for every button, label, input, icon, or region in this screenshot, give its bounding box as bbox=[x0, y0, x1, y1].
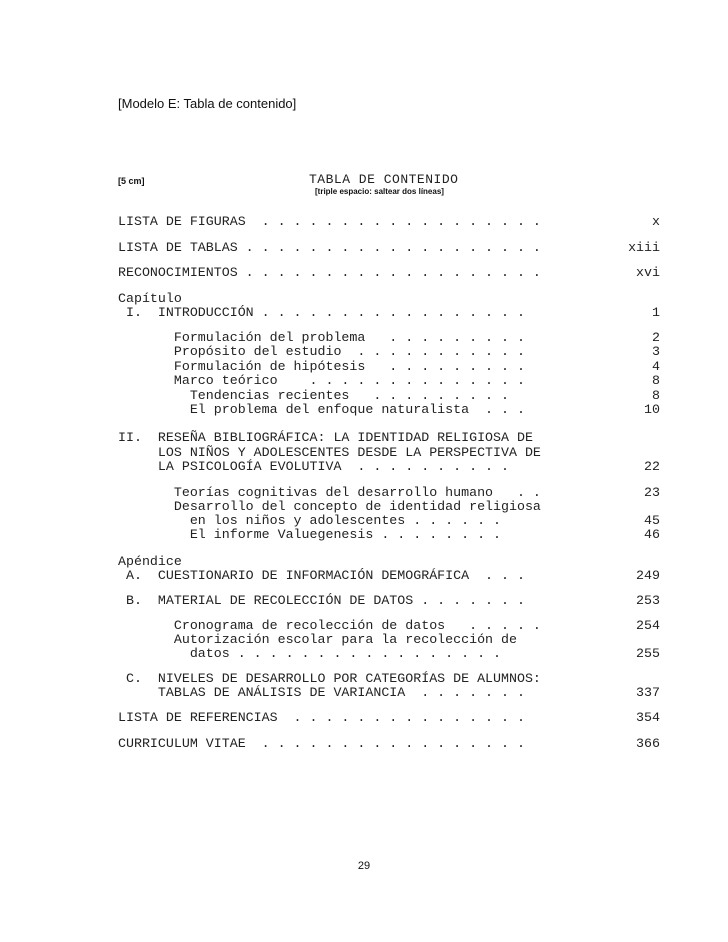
toc-entry bbox=[118, 373, 660, 389]
toc-entry-page: x bbox=[652, 214, 660, 229]
toc-title: TABLA DE CONTENIDO bbox=[309, 172, 459, 187]
toc-entry-page: xiii bbox=[628, 240, 660, 255]
toc-entry bbox=[118, 646, 660, 662]
toc-entry-page: 22 bbox=[644, 459, 660, 474]
toc-entry bbox=[118, 305, 660, 321]
toc-entry-text: Cronograma de recolección de datos . . . . . bbox=[118, 618, 541, 633]
toc-entry-page: 8 bbox=[652, 373, 660, 388]
toc-entry-page: 253 bbox=[636, 593, 660, 608]
toc-entry-text: Marco teórico . . . . . . . . . . . . . . bbox=[118, 373, 525, 388]
toc-entry-text: Autorización escolar para la recolección de bbox=[118, 632, 517, 647]
toc-entry-text: Capítulo bbox=[118, 291, 182, 306]
toc-entry-text: Desarrollo del concepto de identidad religiosa bbox=[118, 499, 541, 514]
toc-entry-text: LISTA DE REFERENCIAS . . . . . . . . . . . . . . . bbox=[118, 710, 525, 725]
toc-entry-text: en los niños y adolescentes . . . . . . bbox=[118, 513, 502, 528]
toc-entry-page: 366 bbox=[636, 736, 660, 751]
toc-entry-text: Teorías cognitivas del desarrollo humano . . bbox=[118, 485, 541, 500]
toc-entry bbox=[118, 402, 660, 418]
toc-entry-text: LA PSICOLOGÍA EVOLUTIVA . . . . . . . . . . bbox=[118, 459, 509, 474]
toc-entry-text: Formulación del problema . . . . . . . . . bbox=[118, 330, 525, 345]
toc-entry-text: datos . . . . . . . . . . . . . . . . . bbox=[118, 646, 502, 661]
toc-entry bbox=[118, 265, 660, 281]
toc-entry bbox=[118, 593, 660, 609]
toc-entry-text: B. MATERIAL DE RECOLECCIÓN DE DATOS . . . . . . . bbox=[118, 593, 525, 608]
toc-entry-page: 2 bbox=[652, 330, 660, 345]
toc-entry-page: 354 bbox=[636, 710, 660, 725]
toc-entry-text: Apéndice bbox=[118, 554, 182, 569]
toc-entry-page: 3 bbox=[652, 344, 660, 359]
toc-entry-text: I. INTRODUCCIÓN . . . . . . . . . . . . . . . . . bbox=[118, 305, 525, 320]
toc-entry-text: A. CUESTIONARIO DE INFORMACIÓN DEMOGRÁFICA . . . bbox=[118, 568, 525, 583]
toc-entry-text: II. RESEÑA BIBLIOGRÁFICA: LA IDENTIDAD RELIGIOSA DE bbox=[118, 430, 533, 445]
toc-entry-text: LOS NIÑOS Y ADOLESCENTES DESDE LA PERSPECTIVA DE bbox=[118, 445, 541, 460]
toc-entry bbox=[118, 736, 660, 752]
toc-entry-page: xvi bbox=[636, 265, 660, 280]
toc-entry-page: 337 bbox=[636, 685, 660, 700]
toc-entry-page: 249 bbox=[636, 568, 660, 583]
toc-entry bbox=[118, 214, 660, 230]
toc-entry-page: 10 bbox=[644, 402, 660, 417]
toc-entry-page: 1 bbox=[652, 305, 660, 320]
toc-entry-text: Formulación de hipótesis . . . . . . . . . bbox=[118, 359, 525, 374]
toc-entry-page: 8 bbox=[652, 388, 660, 403]
toc-entry-text: RECONOCIMIENTOS . . . . . . . . . . . . . . . . . . . bbox=[118, 265, 541, 280]
toc-entry-page: 255 bbox=[636, 646, 660, 661]
toc-entry-page: 23 bbox=[644, 485, 660, 500]
toc-entry-page: 254 bbox=[636, 618, 660, 633]
toc-entry-page: 46 bbox=[644, 527, 660, 542]
toc-entry bbox=[118, 240, 660, 256]
toc-entry-page: 45 bbox=[644, 513, 660, 528]
toc-entry-text: CURRICULUM VITAE . . . . . . . . . . . . . . . . . bbox=[118, 736, 525, 751]
spacing-note: [triple espacio: saltear dos líneas] bbox=[315, 187, 444, 196]
toc-entry-text: El informe Valuegenesis . . . . . . . . bbox=[118, 527, 502, 542]
margin-note: [5 cm] bbox=[118, 176, 145, 186]
toc-entry bbox=[118, 710, 660, 726]
toc-entry bbox=[118, 685, 660, 701]
toc-entry-text: C. NIVELES DE DESARROLLO POR CATEGORÍAS DE ALUMNOS: bbox=[118, 671, 541, 686]
toc-entry bbox=[118, 568, 660, 584]
toc-entry-text: LISTA DE TABLAS . . . . . . . . . . . . . . . . . . . bbox=[118, 240, 541, 255]
toc-entry bbox=[118, 344, 660, 360]
toc-entry bbox=[118, 430, 660, 446]
toc-entry-text: Propósito del estudio . . . . . . . . . . . bbox=[118, 344, 525, 359]
toc-entry-page: 4 bbox=[652, 359, 660, 374]
toc-entry bbox=[118, 527, 660, 543]
toc-entry-text: El problema del enfoque naturalista . . . bbox=[118, 402, 525, 417]
model-heading: [Modelo E: Tabla de contenido] bbox=[118, 96, 297, 111]
toc-entry bbox=[118, 459, 660, 475]
toc-entry-text: Tendencias recientes . . . . . . . . . bbox=[118, 388, 509, 403]
page-number: 29 bbox=[357, 860, 371, 872]
toc-entry-text: TABLAS DE ANÁLISIS DE VARIANCIA . . . . . . . bbox=[118, 685, 525, 700]
toc-entry-text: LISTA DE FIGURAS . . . . . . . . . . . . . . . . . . bbox=[118, 214, 541, 229]
